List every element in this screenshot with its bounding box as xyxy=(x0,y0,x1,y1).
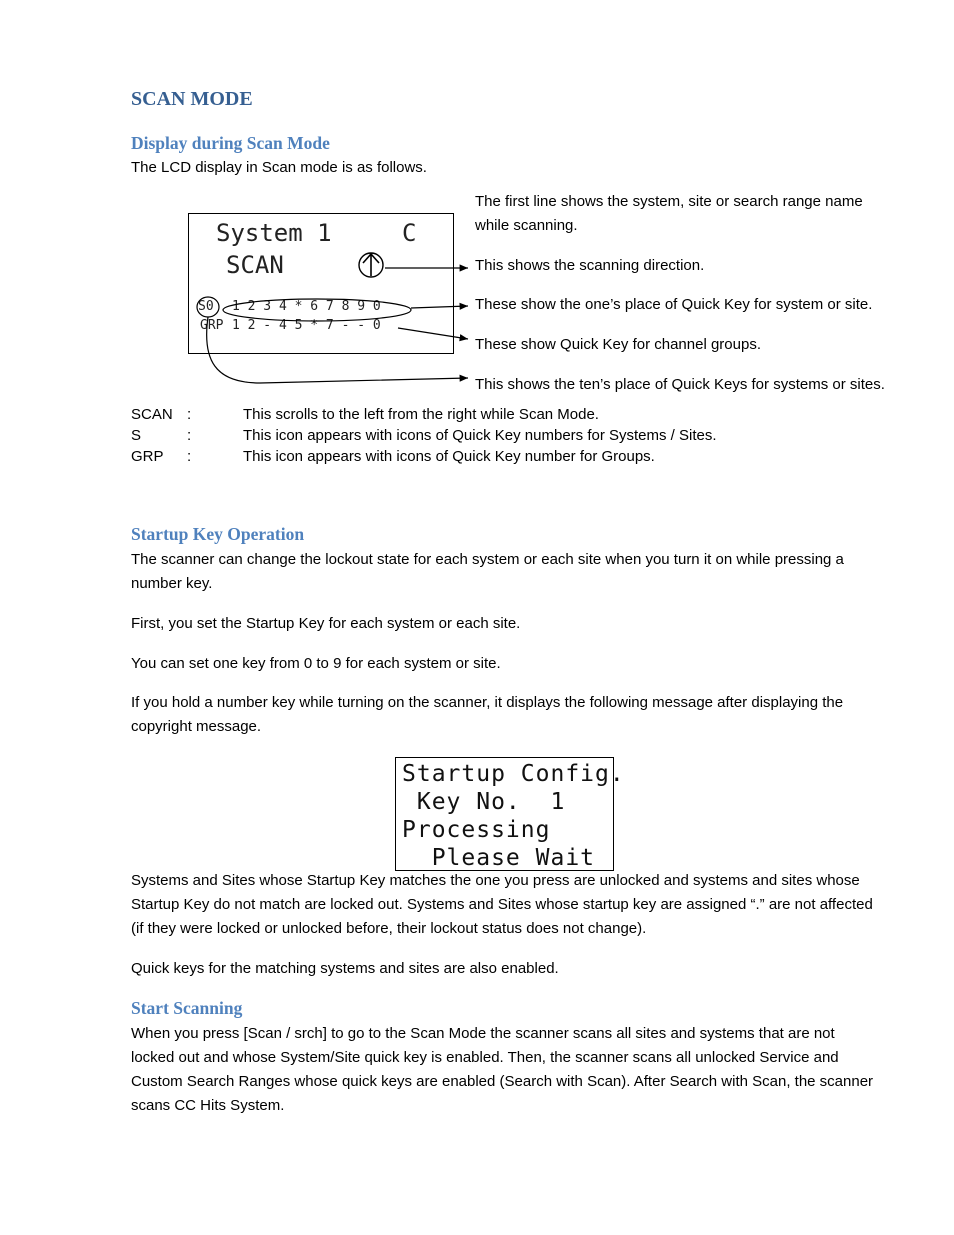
definition-term: GRP xyxy=(131,448,164,465)
definition-term: SCAN xyxy=(131,406,173,423)
lcd-grp-icon: GRP xyxy=(200,318,224,333)
definition-term: S xyxy=(131,427,142,444)
annotation-ones-place: These show the one’s place of Quick Key for system or site. xyxy=(475,296,873,313)
annotation-groups: These show Quick Key for channel groups. xyxy=(475,336,761,353)
annotation-direction: This shows the scanning direction. xyxy=(475,257,705,274)
lcd-c-indicator: C xyxy=(402,219,417,247)
annotation-first-line: The first line shows the system, site or search range name while scanning. xyxy=(475,193,863,234)
startup-paragraph-3: You can set one key from 0 to 9 for each system or site. xyxy=(131,655,501,672)
display-section-title: Display during Scan Mode xyxy=(131,133,330,153)
lcd-s-icon: S0 xyxy=(198,299,214,314)
definition-desc: This scrolls to the left from the right while Scan Mode. xyxy=(243,406,599,423)
definition-separator: : xyxy=(187,406,192,423)
startup-lcd-line: Key No. 1 xyxy=(402,789,566,815)
ones-place-arrow xyxy=(411,306,468,308)
system-keys-ellipse xyxy=(223,299,411,321)
lcd-system-name: System 1 xyxy=(216,219,332,247)
definition-desc: This icon appears with icons of Quick Key numbers for Systems / Sites. xyxy=(243,427,717,444)
page-title: SCAN MODE xyxy=(131,88,253,110)
startup-paragraph-2: First, you set the Startup Key for each system or each site. xyxy=(131,615,521,632)
definition-separator: : xyxy=(187,448,192,465)
startup-paragraph-6: Quick keys for the matching systems and sites are also enabled. xyxy=(131,960,559,977)
startup-lcd-line: Please Wait xyxy=(402,845,596,871)
startup-paragraph-1: The scanner can change the lockout state for each system or each site when you turn it on while pressing a number key. xyxy=(131,551,844,592)
annotation-tens-place: This shows the ten’s place of Quick Keys for systems or sites. xyxy=(475,376,885,393)
groups-arrow xyxy=(398,328,468,339)
lcd-group-quick-keys: 1 2 - 4 5 * 7 - - 0 xyxy=(232,318,381,333)
definition-separator: : xyxy=(187,427,192,444)
s-icon-circle xyxy=(197,297,219,317)
tens-place-arrow xyxy=(207,317,468,383)
start-paragraph-1: When you press [Scan / srch] to go to the Scan Mode the scanner scans all sites and systems that are not locked out and whose System/Site quick key is enabled. Then, the scanner scans all unlocked Service and Custom Search Ranges whose quick keys are enabled (Search with Scan). After Search with Scan, the scanner scans CC Hits System. xyxy=(131,1025,874,1114)
display-intro: The LCD display in Scan mode is as follows. xyxy=(131,159,427,176)
lcd-scan-text: SCAN xyxy=(226,251,284,279)
start-section-title: Start Scanning xyxy=(131,998,243,1018)
definition-desc: This icon appears with icons of Quick Key number for Groups. xyxy=(243,448,655,465)
startup-lcd-line: Startup Config. xyxy=(402,761,625,787)
startup-lcd-display xyxy=(395,757,625,871)
up-arrow-icon xyxy=(359,253,383,277)
startup-section-title: Startup Key Operation xyxy=(131,524,305,544)
startup-paragraph-5: Systems and Sites whose Startup Key matches the one you press are unlocked and systems and sites whose Startup Key do not match are locked out. Systems and Sites whose startup key are assigned “.” are not affected (if they were locked or unlocked before, their lockout status does not change). xyxy=(131,872,873,937)
startup-paragraph-4: If you hold a number key while turning on the scanner, it displays the following message after displaying the copyright message. xyxy=(131,694,844,735)
startup-lcd-line: Processing xyxy=(402,817,551,843)
lcd-system-quick-keys: 1 2 3 4 * 6 7 8 9 0 xyxy=(232,299,381,314)
